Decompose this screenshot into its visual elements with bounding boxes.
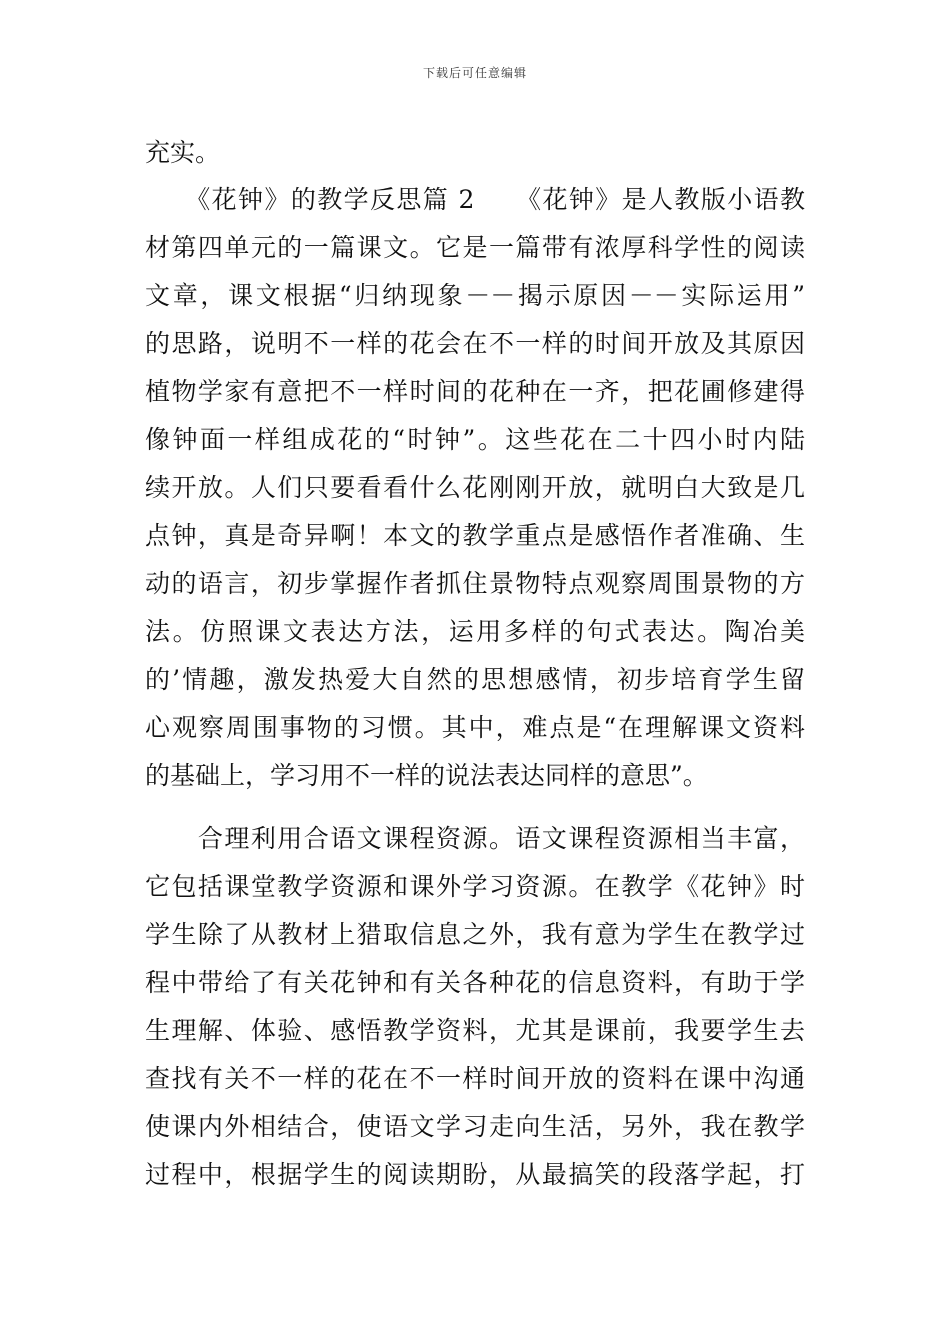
text-line: 查找有关不一样的花在不一样时间开放的资料在课中沟通 bbox=[145, 1064, 805, 1093]
text-line: 过程中，根据学生的阅读期盼，从最搞笑的段落学起，打 bbox=[145, 1160, 805, 1189]
text-line: 材第四单元的一篇课文。它是一篇带有浓厚科学性的阅读 bbox=[145, 233, 805, 262]
page-header: 下载后可任意编辑 bbox=[422, 66, 527, 80]
text-line: 充实。 bbox=[145, 138, 221, 167]
text-line: 《花钟》的教学反思篇 2 《花钟》是人教版小语教 bbox=[145, 185, 805, 214]
text-line: 生理解、体验、感悟教学资料，尤其是课前，我要学生去 bbox=[145, 1016, 805, 1045]
text-line: 动的语言，初步掌握作者抓住景物特点观察周围景物的方 bbox=[145, 569, 805, 598]
text-line: 植物学家有意把不一样时间的花种在一齐，把花圃修建得 bbox=[145, 377, 805, 406]
text-line: 法。仿照课文表达方法，运用多样的句式表达。陶冶美 bbox=[145, 617, 805, 646]
text-line: 使课内外相结合，使语文学习走向生活，另外，我在教学 bbox=[145, 1112, 805, 1141]
text-line: 像钟面一样组成花的“时钟”。这些花在二十四小时内陆 bbox=[145, 425, 805, 454]
text-line: 合理利用合语文课程资源。语文课程资源相当丰富， bbox=[145, 824, 805, 853]
text-line: 续开放。人们只要看看什么花刚刚开放，就明白大致是几 bbox=[145, 473, 805, 502]
text-line: 心观察周围事物的习惯。其中，难点是“在理解课文资料 bbox=[145, 713, 805, 742]
text-line: 程中带给了有关花钟和有关各种花的信息资料，有助于学 bbox=[145, 968, 805, 997]
text-line: 点钟，真是奇异啊！本文的教学重点是感悟作者准确、生 bbox=[145, 521, 805, 550]
text-line: 的’情趣，激发热爱大自然的思想感情，初步培育学生留 bbox=[145, 665, 805, 694]
text-line: 的基础上，学习用不一样的说法表达同样的意思”。 bbox=[145, 761, 708, 790]
text-line: 它包括课堂教学资源和课外学习资源。在教学《花钟》时 bbox=[145, 872, 805, 901]
text-line: 的思路，说明不一样的花会在不一样的时间开放及其原因 bbox=[145, 329, 805, 358]
text-line: 学生除了从教材上猎取信息之外，我有意为学生在教学过 bbox=[145, 920, 805, 949]
text-line: 文章，课文根据“归纳现象－－揭示原因－－实际运用” bbox=[145, 281, 805, 310]
